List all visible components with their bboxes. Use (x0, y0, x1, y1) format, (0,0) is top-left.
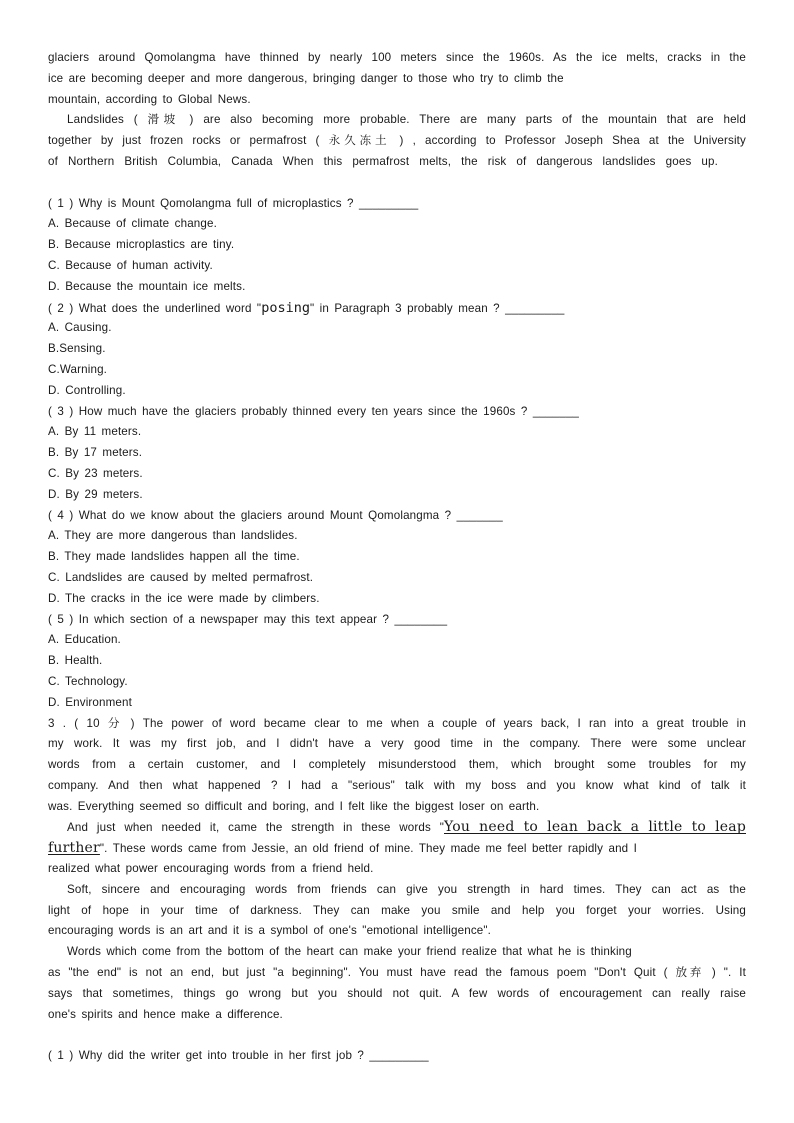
question-option: C. Technology. (48, 674, 128, 688)
question-option: D. Because the mountain ice melts. (48, 279, 246, 293)
question-stem: ( 2 ) What does the underlined word "posing" in Paragraph 3 probably mean ? _________ (48, 299, 565, 316)
passage-line: encouraging words is an art and it is a symbol of one's "emotional intelligence". (48, 924, 492, 938)
passage-line: further". These words came from Jessie, an old friend of mine. They made me feel better rapidly and I (48, 840, 638, 857)
question-option: A. By 11 meters. (48, 425, 142, 439)
question-option: D. Controlling. (48, 383, 126, 397)
passage-line: Landslides ( 滑坡 ) are also becoming more probable. There are many parts of the mountain that are held (67, 113, 746, 127)
passage-line: of Northern British Columbia, Canada When this permafrost melts, the risk of dangerous landslides goes up. (48, 154, 718, 168)
question-stem: ( 3 ) How much have the glaciers probably thinned every ten years since the 1960s ? _______ (48, 404, 580, 418)
passage-line: realized what power encouraging words from a friend held. (48, 862, 374, 876)
quoted-phrase: further (48, 840, 100, 857)
passage-line: words from a certain customer, and I completely misunderstood them, which brought some troubles for my (48, 758, 746, 772)
question-option: B. By 17 meters. (48, 446, 143, 460)
passage-line: mountain, according to Global News. (48, 92, 251, 106)
question-option: A. Education. (48, 633, 121, 647)
question-stem: ( 4 ) What do we know about the glaciers around Mount Qomolangma ? _______ (48, 508, 503, 522)
question-stem: ( 1 ) Why is Mount Qomolangma full of microplastics ? _________ (48, 196, 419, 210)
passage-line: light of hope in your time of darkness. They can make you smile and help you forget your worries. Using (48, 903, 746, 917)
question-option: D. The cracks in the ice were made by climbers. (48, 591, 320, 605)
passage-line: one's spirits and hence make a difference. (48, 1007, 283, 1021)
passage-line: says that sometimes, things go wrong but you should not quit. A few words of encouragement can really raise (48, 986, 746, 1000)
question-option: D. Environment (48, 695, 132, 709)
question-stem: ( 1 ) Why did the writer get into trouble in her first job ? _________ (48, 1049, 429, 1063)
question-option: C. Because of human activity. (48, 258, 213, 272)
passage-line: glaciers around Qomolangma have thinned by nearly 100 meters since the 1960s. As the ice melts, cracks in the (48, 51, 746, 64)
quoted-phrase: You need to lean back a little to leap (444, 819, 746, 836)
question-option: A. Because of climate change. (48, 217, 217, 231)
underlined-word: posing (261, 299, 310, 316)
question-option: B. Health. (48, 654, 103, 668)
passage-line: was. Everything seemed so difficult and boring, and I felt like the biggest loser on earth. (48, 799, 540, 813)
question-option: B. Because microplastics are tiny. (48, 238, 235, 252)
passage-line: ice are becoming deeper and more dangerous, bringing danger to those who try to climb the (48, 71, 564, 85)
passage-line: Soft, sincere and encouraging words from friends can give you strength in hard times. They can act as the (67, 882, 746, 896)
passage-line: Words which come from the bottom of the heart can make your friend realize that what he is thinking (67, 945, 632, 959)
passage-line: together by just frozen rocks or permafrost ( 永久冻土 ) , according to Professor Joseph Shea at the University (48, 134, 746, 148)
passage-line: company. And then what happened ? I had a "serious" talk with my boss and you know what kind of talk it (48, 778, 746, 792)
document-page (48, 48, 746, 1067)
question-option: D. By 29 meters. (48, 487, 143, 501)
passage-line: And just when needed it, came the strength in these words "You need to lean back a little to leap (67, 819, 746, 836)
passage-line: 3 . ( 10 分 ) The power of word became clear to me when a couple of years back, I ran into a great trouble in (48, 716, 746, 730)
question-option: A. Causing. (48, 321, 112, 335)
question-option: C.Warning. (48, 362, 108, 376)
question-stem: ( 5 ) In which section of a newspaper may this text appear ? ________ (48, 612, 448, 626)
question-option: A. They are more dangerous than landslides. (48, 529, 298, 543)
question-option: B.Sensing. (48, 342, 106, 356)
passage-line: my work. It was my first job, and I didn't have a very good time in the company. There were some unclear (48, 737, 746, 751)
passage-line: as "the end" is not an end, but just "a beginning". You must have read the famous poem "Don't Quit ( 放弃 ) ". It (48, 966, 746, 980)
question-option: C. By 23 meters. (48, 466, 143, 480)
question-option: C. Landslides are caused by melted permafrost. (48, 570, 314, 584)
question-option: B. They made landslides happen all the time. (48, 550, 300, 564)
